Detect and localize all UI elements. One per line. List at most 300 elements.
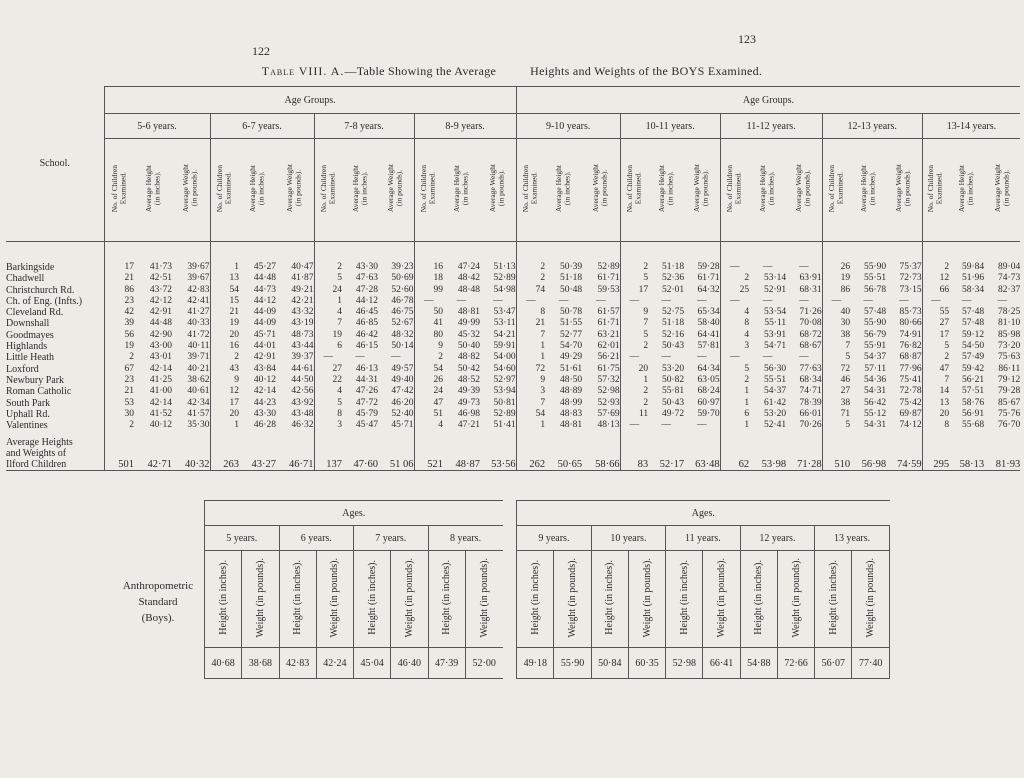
table-cell: 7 — [620, 318, 648, 329]
children-examined-header — [822, 139, 850, 242]
table-cell: 16 — [210, 341, 239, 352]
table-cell: 44·31 — [355, 374, 378, 385]
school-name-text: Roman Catholic — [6, 386, 72, 398]
average-cell: 83 — [620, 437, 648, 471]
table-cell: 4 — [314, 307, 342, 318]
anth-weight-header — [391, 551, 428, 648]
heights-weights-table — [6, 86, 1020, 471]
average-cell: 521 — [414, 437, 443, 471]
anth-sub-header-text: Weight (in pounds). — [478, 557, 490, 638]
anth-value: 47·39 — [428, 648, 465, 679]
children-examined-header — [104, 139, 134, 242]
table-cell: 42·14 — [253, 386, 276, 397]
anth-sub-header-text: Weight (in pounds). — [403, 557, 415, 638]
age-column-8: 12-13 years. — [822, 114, 922, 139]
average-cell: 47·60 — [342, 437, 378, 471]
anth-weight-header — [628, 551, 665, 648]
table-cell: 54·37 — [864, 352, 887, 363]
table-cell: 75·76 — [998, 408, 1021, 419]
table-cell: 46·28 — [253, 420, 276, 431]
average-weight-header — [276, 139, 314, 242]
table-cell: 74·91 — [899, 329, 922, 340]
table-cell: 18 — [414, 273, 443, 284]
table-cell: 50·14 — [391, 341, 414, 352]
table-cell: 38 — [822, 330, 850, 341]
table-cell: 70·08 — [799, 318, 822, 329]
table-cell: 57·48 — [962, 318, 985, 329]
table-cell: 49·21 — [291, 284, 314, 295]
table-row — [6, 330, 1020, 341]
table-cell: 55·90 — [864, 262, 887, 272]
table-cell: 42·56 — [291, 386, 314, 397]
table-cell: 76·70 — [998, 420, 1021, 431]
table-cell: 7 — [822, 341, 850, 352]
table-cell: 26 — [414, 375, 443, 386]
table-cell: 44·09 — [253, 307, 276, 318]
table-cell: 54·36 — [864, 374, 887, 385]
table-cell: 61·71 — [697, 273, 720, 284]
table-cell: 17 — [922, 330, 949, 341]
age-groups-header-left: Age Groups. — [104, 87, 516, 114]
table-cell: 1 — [516, 420, 545, 431]
table-cell: 50·48 — [560, 284, 583, 295]
school-name-text: Goodmayes — [6, 329, 54, 341]
age-column-3: 7-8 years. — [314, 114, 414, 139]
table-cell: 3 — [516, 386, 545, 397]
table-cell: 27 — [822, 386, 850, 397]
table-cell: 2 — [516, 273, 545, 284]
table-cell: 1 — [210, 420, 239, 431]
sub-header-text: Average Weight (in pounds). — [794, 164, 812, 213]
table-cell: 49·99 — [457, 318, 480, 329]
table-cell: 61·71 — [597, 273, 620, 284]
table-cell: 13 — [922, 398, 949, 409]
table-cell: 68·24 — [697, 386, 720, 397]
table-cell: 43·32 — [291, 307, 314, 318]
table-cell: 1 — [720, 420, 749, 431]
table-cell: 48·42 — [457, 273, 480, 284]
table-cell: 57·49 — [962, 352, 985, 363]
table-cell: 48·89 — [560, 386, 583, 397]
anth-sub-header-text: Height (in inches). — [529, 560, 541, 635]
average-cell: 295 — [922, 437, 949, 471]
table-cell: 66 — [922, 285, 949, 296]
anth-value: 66·41 — [703, 648, 740, 679]
table-cell: — — [661, 420, 671, 431]
table-cell: 72·73 — [899, 273, 922, 284]
sub-header-text: Average Height (in inches). — [858, 164, 877, 213]
table-cell: 79·28 — [998, 386, 1021, 397]
table-cell: 73·20 — [998, 341, 1021, 352]
table-row — [6, 420, 1020, 431]
table-cell: 42·90 — [149, 329, 172, 340]
sub-header-text: Average Weight (in pounds). — [386, 164, 404, 213]
table-cell: — — [762, 352, 773, 363]
table-cell: 49·73 — [457, 397, 480, 408]
table-cell: 21 — [104, 273, 134, 284]
table-cell: 50·43 — [662, 397, 685, 408]
table-cell: 59·42 — [962, 363, 985, 374]
anth-sub-header-text: Height (in inches). — [753, 560, 765, 635]
table-cell: 61·75 — [597, 363, 620, 374]
table-cell: 5 — [314, 398, 342, 409]
table-cell: 45·71 — [253, 329, 276, 340]
school-name — [6, 409, 104, 420]
table-cell: 52·01 — [662, 284, 685, 295]
school-name-text: Cleveland Rd. — [6, 307, 64, 319]
table-cell: 48·99 — [560, 397, 583, 408]
table-cell: 21 — [516, 318, 545, 329]
table-cell: 53·54 — [764, 307, 787, 318]
table-cell: 57·51 — [962, 386, 985, 397]
table-cell: 4 — [720, 330, 749, 341]
table-cell: 42·91 — [253, 352, 276, 363]
average-height-header — [134, 139, 172, 242]
average-cell: 53·56 — [480, 437, 516, 471]
anth-age-6: 10 years. — [591, 526, 666, 551]
table-cell: 53·20 — [662, 363, 685, 374]
sub-header-text: Average Weight (in pounds). — [591, 164, 609, 213]
school-name — [6, 307, 104, 318]
table-cell: 2 — [314, 262, 342, 273]
anth-sub-header-text: Height (in inches). — [217, 560, 229, 635]
table-cell: 5 — [822, 352, 850, 363]
anth-age-2: 6 years. — [279, 526, 354, 551]
table-cell: 40·12 — [149, 420, 172, 431]
table-cell: 47·24 — [457, 262, 480, 272]
average-height-header — [648, 139, 684, 242]
table-cell: 55·12 — [864, 408, 887, 419]
table-cell: 23 — [104, 375, 134, 386]
table-cell: 50·39 — [560, 262, 583, 272]
average-cell: 48·87 — [443, 437, 480, 471]
table-cell: 41·57 — [187, 408, 210, 419]
table-cell: 5 — [314, 273, 342, 284]
page-number-left: 122 — [252, 44, 270, 58]
anth-sub-header-text: Height (in inches). — [604, 560, 616, 635]
anth-sub-header-text: Height (in inches). — [292, 560, 304, 635]
table-cell: — — [661, 295, 671, 306]
table-row — [6, 285, 1020, 296]
table-cell: 43·30 — [355, 262, 378, 272]
table-row — [6, 375, 1020, 386]
table-cell: 74·12 — [899, 420, 922, 431]
table-cell: 59·84 — [962, 262, 985, 272]
table-cell: 48·81 — [560, 420, 583, 431]
table-cell: 48·83 — [560, 408, 583, 419]
table-cell: 60·97 — [697, 397, 720, 408]
table-cell: 1 — [314, 296, 342, 307]
average-cell: 81·93 — [984, 437, 1020, 471]
average-height-header — [342, 139, 378, 242]
table-cell: 2 — [922, 352, 949, 363]
school-name — [6, 285, 104, 296]
table-cell: 55 — [922, 307, 949, 318]
anth-ages-header-left: Ages. — [205, 501, 503, 526]
table-cell: 47·26 — [355, 386, 378, 397]
table-cell: 53·47 — [493, 307, 516, 318]
table-cell: 41 — [414, 318, 443, 329]
table-cell: 73·15 — [899, 284, 922, 295]
table-cell: 48·73 — [291, 329, 314, 340]
table-cell: 11 — [620, 409, 648, 420]
table-cell: 41·00 — [149, 386, 172, 397]
school-name — [6, 262, 104, 273]
average-height-header — [949, 139, 984, 242]
children-examined-header — [720, 139, 749, 242]
table-cell: 46·98 — [457, 408, 480, 419]
table-cell: — — [516, 296, 545, 307]
anth-sub-header-text: Weight (in pounds). — [641, 557, 653, 638]
table-cell: 56·78 — [864, 284, 887, 295]
anth-age-5: 9 years. — [517, 526, 592, 551]
table-cell: 62·01 — [597, 341, 620, 352]
table-cell: — — [697, 420, 707, 431]
table-cell: 17 — [210, 398, 239, 409]
table-cell: 45·27 — [253, 262, 276, 272]
table-cell: 40·47 — [291, 262, 314, 272]
table-cell: — — [355, 352, 365, 363]
table-cell: 61·71 — [597, 318, 620, 329]
table-cell: 20 — [620, 364, 648, 375]
table-cell: 48·82 — [457, 352, 480, 363]
table-cell: 47·21 — [457, 420, 480, 431]
table-cell: 61·57 — [597, 307, 620, 318]
table-cell: 40·33 — [187, 318, 210, 329]
table-cell: 69·87 — [899, 408, 922, 419]
table-cell: 46·13 — [355, 363, 378, 374]
table-cell: — — [799, 352, 809, 363]
table-cell: 2 — [720, 273, 749, 284]
age-column-7: 11-12 years. — [720, 114, 822, 139]
table-cell: 41·52 — [149, 408, 172, 419]
anth-label-line-1: Anthropometric — [122, 580, 194, 592]
table-cell: 40·11 — [187, 341, 210, 352]
table-cell: 42 — [104, 307, 134, 318]
table-cell: 43·01 — [149, 352, 172, 363]
average-weight-header — [172, 139, 210, 242]
table-cell: 79·12 — [998, 374, 1021, 385]
anth-height-header — [815, 551, 852, 648]
table-cell: 54·21 — [493, 329, 516, 340]
table-cell: 58·40 — [697, 318, 720, 329]
table-cell: 59·53 — [597, 284, 620, 295]
table-cell: — — [899, 295, 909, 306]
average-cell: 43·27 — [239, 437, 276, 471]
average-cell: 46·71 — [276, 437, 314, 471]
average-height-header — [239, 139, 276, 242]
table-cell: — — [391, 352, 401, 363]
table-cell: 51·41 — [493, 420, 516, 431]
table-cell: 46·75 — [391, 307, 414, 318]
table-cell: 2 — [620, 398, 648, 409]
table-row — [6, 386, 1020, 397]
table-cell: 47·28 — [355, 284, 378, 295]
sub-header-text: No. of Children Examined. — [826, 164, 845, 213]
table-cell: 26 — [822, 262, 850, 273]
table-title-left: —Table Showing the Average — [344, 64, 497, 78]
average-cell: 52·17 — [648, 437, 684, 471]
table-row — [6, 364, 1020, 375]
table-cell: 50·42 — [457, 363, 480, 374]
average-cell: 501 — [104, 437, 134, 471]
anth-label-line-2: Standard — [138, 596, 178, 608]
average-height-header — [443, 139, 480, 242]
average-weight-header — [886, 139, 922, 242]
school-name-text: Barkingside — [6, 262, 55, 273]
table-cell: 43·44 — [291, 341, 314, 352]
table-cell: 48·48 — [457, 284, 480, 295]
sub-header-text: Average Weight (in pounds). — [992, 164, 1011, 213]
sub-header-text: Average Height (in inches). — [248, 164, 266, 213]
table-cell: 7 — [922, 375, 949, 386]
table-cell: 47·63 — [355, 273, 378, 284]
table-cell: 2 — [922, 262, 949, 273]
anth-value: 42·24 — [316, 648, 353, 679]
anth-sub-header-text: Height (in inches). — [678, 560, 690, 635]
table-cell: 42·14 — [149, 363, 172, 374]
table-cell: 49·57 — [391, 363, 414, 374]
school-name — [6, 352, 104, 363]
table-title-right: Heights and Weights of the BOYS Examined. — [530, 64, 763, 78]
table-cell: 17 — [620, 285, 648, 296]
average-cell: 137 — [314, 437, 342, 471]
table-cell: 75·42 — [899, 397, 922, 408]
anth-height-header — [428, 551, 465, 648]
table-cell: 30 — [822, 318, 850, 329]
table-cell: — — [997, 295, 1007, 306]
table-cell: 80 — [414, 330, 443, 341]
table-row — [6, 307, 1020, 318]
average-row — [6, 437, 1020, 471]
anth-age-3: 7 years. — [354, 526, 429, 551]
table-cell: 57·48 — [962, 307, 985, 318]
school-name-text: Ch. of Eng. (Infts.) — [6, 295, 83, 307]
table-title — [0, 64, 1024, 79]
table-cell: 57·69 — [597, 408, 620, 419]
table-cell: 24 — [314, 285, 342, 296]
table-cell: — — [414, 296, 443, 307]
anth-weight-header — [852, 551, 890, 648]
table-cell: 86 — [822, 285, 850, 296]
anth-sub-header-text: Height (in inches). — [827, 560, 839, 635]
table-cell: 20 — [922, 409, 949, 420]
table-cell: 76·82 — [899, 341, 922, 352]
average-weight-header — [684, 139, 720, 242]
table-cell: 43·48 — [291, 408, 314, 419]
table-cell: 68·31 — [799, 284, 822, 295]
table-cell: 45·71 — [391, 420, 414, 431]
age-column-5: 9-10 years. — [516, 114, 620, 139]
table-cell: 68·72 — [799, 329, 822, 340]
table-cell: 42·41 — [187, 295, 210, 306]
table-cell: — — [620, 420, 648, 431]
table-cell: 45·47 — [355, 420, 378, 431]
average-cell: 62 — [720, 437, 749, 471]
table-cell: 51·18 — [662, 318, 685, 329]
table-cell: 46·85 — [355, 318, 378, 329]
average-cell: 56·98 — [850, 437, 886, 471]
table-cell: 50·78 — [560, 307, 583, 318]
sub-header-text: Average Height (in inches). — [452, 164, 470, 213]
school-name-text: Loxford — [6, 363, 39, 375]
table-cell: 40·61 — [187, 386, 210, 397]
table-cell: 1 — [720, 398, 749, 409]
table-cell: 45·79 — [355, 408, 378, 419]
table-cell: 55·51 — [864, 273, 887, 284]
school-name — [6, 420, 104, 431]
table-cell: 42·91 — [149, 307, 172, 318]
average-label-line-1: Average Heights — [6, 437, 73, 449]
table-cell: 15 — [210, 296, 239, 307]
table-cell: 86·11 — [998, 363, 1021, 374]
table-cell: 44·12 — [355, 295, 378, 306]
table-cell: 21 — [210, 307, 239, 318]
table-cell: — — [456, 295, 467, 306]
table-cell: 8 — [314, 409, 342, 420]
table-cell: 2 — [620, 386, 648, 397]
table-row — [6, 352, 1020, 363]
table-cell: 19 — [314, 330, 342, 341]
sub-header-text: Average Weight (in pounds). — [692, 164, 710, 213]
table-cell: 51 — [414, 409, 443, 420]
children-examined-header — [314, 139, 342, 242]
table-cell: 61·42 — [764, 397, 787, 408]
table-cell: 54·37 — [764, 386, 787, 397]
table-cell: 50·81 — [493, 397, 516, 408]
table-cell: 21 — [104, 386, 134, 397]
age-column-6: 10-11 years. — [620, 114, 720, 139]
average-cell: 53·98 — [749, 437, 786, 471]
age-groups-header-right: Age Groups. — [516, 87, 1020, 114]
table-cell: 49·29 — [560, 352, 583, 363]
table-cell: 78·39 — [799, 397, 822, 408]
sub-header-text: Average Weight (in pounds). — [285, 164, 303, 213]
table-cell: 51·18 — [662, 262, 685, 272]
table-cell: 46·15 — [355, 341, 378, 352]
table-cell: 52·67 — [391, 318, 414, 329]
table-cell: 86 — [104, 285, 134, 296]
school-name-text: Uphall Rd. — [6, 408, 50, 420]
table-cell: 35·30 — [187, 420, 210, 431]
table-cell: 2 — [516, 262, 545, 273]
table-cell: 42·14 — [149, 397, 172, 408]
table-row — [6, 273, 1020, 284]
school-name-text: Little Heath — [6, 352, 55, 364]
average-height-header — [545, 139, 582, 242]
table-cell: 54·31 — [864, 420, 887, 431]
table-cell: 71 — [822, 409, 850, 420]
children-examined-header — [922, 139, 949, 242]
table-cell: 39·37 — [291, 352, 314, 363]
anth-value: 45·04 — [354, 648, 391, 679]
table-cell: 5 — [620, 330, 648, 341]
sub-header-text: Average Height (in inches). — [350, 164, 368, 213]
table-cell: 56·21 — [962, 374, 985, 385]
school-name — [6, 364, 104, 375]
anth-weight-header — [316, 551, 353, 648]
table-cell: 58·76 — [962, 397, 985, 408]
table-cell: 54 — [210, 285, 239, 296]
table-cell: 41·25 — [149, 374, 172, 385]
table-cell: 47·42 — [391, 386, 414, 397]
table-cell: 68·67 — [799, 341, 822, 352]
table-cell: 20 — [210, 330, 239, 341]
anth-weight-header — [703, 551, 740, 648]
table-row — [6, 262, 1020, 273]
table-cell: 41·27 — [187, 307, 210, 318]
table-cell: 48·52 — [457, 374, 480, 385]
